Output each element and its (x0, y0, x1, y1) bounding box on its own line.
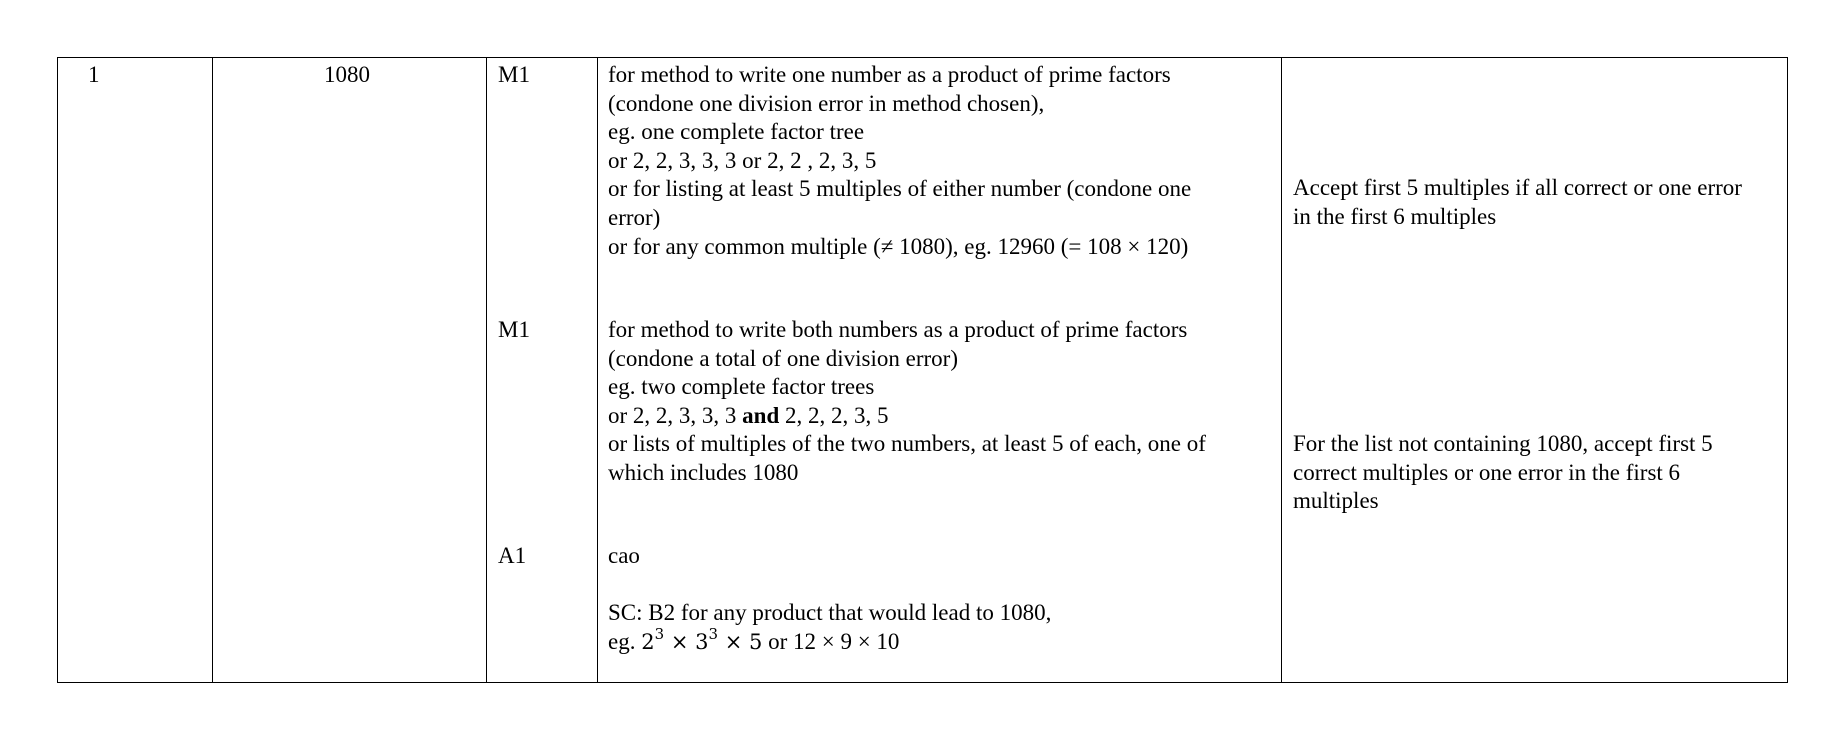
mark-note-line: or for any common multiple (≠ 1080), eg. 12960 (= 108 × 120) (608, 233, 1189, 259)
text-segment: or 2, 2, 3, 3, 3 (608, 402, 743, 428)
guidance-line: Accept first 5 multiples if all correct or one error (1293, 175, 1742, 200)
mark-note-line: cao (608, 543, 640, 568)
mark-note-line: for method to write one number as a product of prime factors (608, 62, 1171, 87)
mark-note-line: error) (608, 204, 661, 230)
mark-note-line: (condone one division error in method chosen), (608, 90, 1045, 116)
text-segment: eg. (608, 628, 642, 654)
mark-note-line: eg. two complete factor trees (608, 374, 875, 400)
guidance-1 (1293, 174, 1742, 231)
mark-note-line: eg. one complete factor tree (608, 119, 865, 145)
mark-code-2: M1 (498, 317, 530, 342)
bold-and: and (742, 402, 780, 428)
mark-notes-2 (608, 316, 1206, 488)
exponent: 3 (654, 624, 665, 643)
guidance-line: For the list not containing 1080, accept first 5 (1293, 431, 1713, 456)
mark-note-line-with-bold (608, 402, 1206, 431)
mark-code-1: M1 (498, 62, 530, 87)
base: 3 (695, 629, 709, 654)
mark-note-line: or lists of multiples of the two numbers, at least 5 of each, one of (608, 431, 1206, 457)
mark-code-3: A1 (498, 543, 527, 568)
guidance-line: multiples (1293, 488, 1379, 514)
mark-note-line: for method to write both numbers as a product of prime factors (608, 317, 1188, 342)
guidance-line: correct multiples or one error in the first 6 (1293, 459, 1681, 485)
special-case-note (608, 599, 1051, 656)
mark-scheme-table (57, 57, 1788, 683)
math-expression (641, 624, 763, 654)
mark-note-line: or for listing at least 5 multiples of either number (condone one (608, 176, 1192, 202)
text-segment: or 12 × 9 × 10 (762, 628, 900, 654)
column-divider-2 (486, 58, 487, 682)
mark-note-line: or 2, 2, 3, 3, 3 or 2, 2 , 2, 3, 5 (608, 147, 877, 173)
base: 2 (641, 629, 655, 654)
operator: × 5 (718, 629, 763, 654)
mark-notes-1 (608, 61, 1191, 261)
mark-note-line: (condone a total of one division error) (608, 345, 958, 371)
column-divider-4 (1281, 58, 1282, 682)
text-segment: 2, 2, 2, 3, 5 (779, 402, 889, 428)
operator: × (664, 629, 696, 654)
guidance-line: in the first 6 multiples (1293, 203, 1497, 229)
column-divider-3 (597, 58, 598, 682)
mark-notes-3 (608, 542, 640, 571)
special-case-line: SC: B2 for any product that would lead to 1080, (608, 600, 1052, 625)
mark-note-line: which includes 1080 (608, 459, 799, 485)
column-divider-1 (212, 58, 213, 682)
special-case-example (608, 624, 1051, 657)
guidance-2 (1293, 430, 1713, 516)
question-answer: 1080 (324, 62, 370, 87)
question-number: 1 (88, 62, 100, 87)
exponent: 3 (708, 624, 719, 643)
